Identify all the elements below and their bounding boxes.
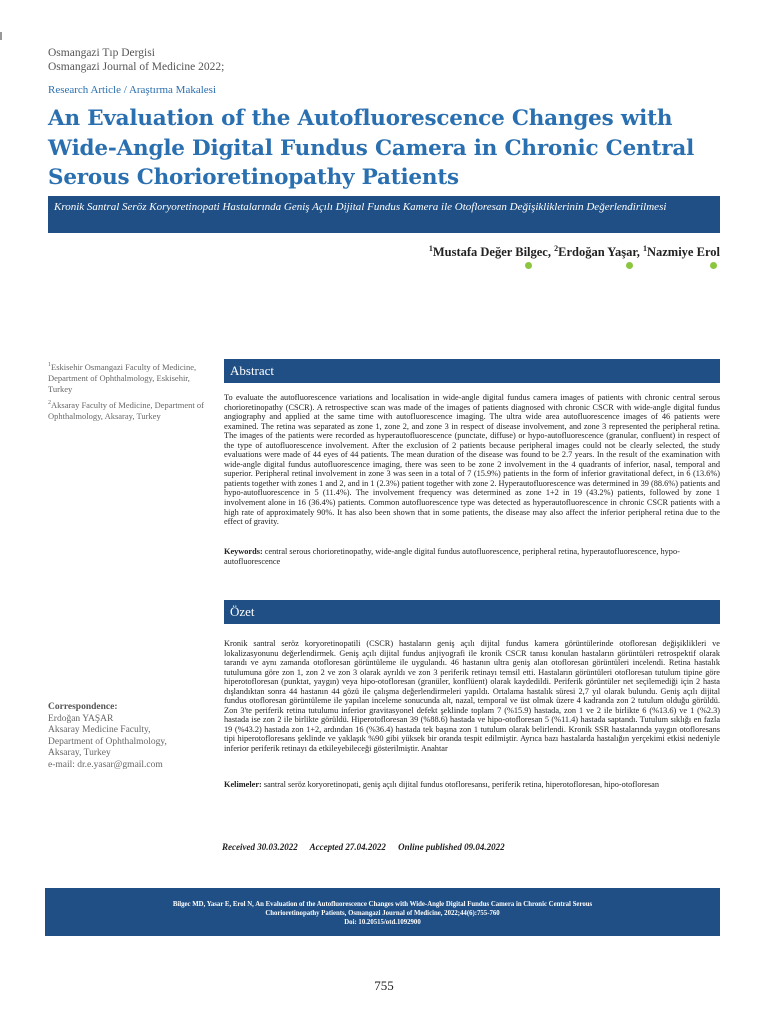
affiliation-sup: 2	[48, 400, 51, 406]
turkish-title: Kronik Santral Seröz Koryoretinopati Hastalarında Geniş Açılı Dijital Fundus Kamera ile Otofloresan Değişikliklerinin Değerlendirilmesi	[54, 201, 667, 213]
abstract-heading: Abstract	[224, 359, 720, 383]
correspondence-label: Correspondence:	[48, 702, 118, 712]
article-type: Research Article / Araştırma Makalesi	[48, 84, 216, 96]
author-name[interactable]: Mustafa Değer Bilgec,	[432, 245, 555, 260]
citation-line: Chorioretinopathy Patients, Osmangazi Journal of Medicine, 2022;44(6):755-760	[265, 910, 500, 917]
kelimeler-text: santral seröz koryoretinopati, geniş açılı dijital fundus otofloresansı, periferik retina, hiperotofloresan, hipo-otofloresan	[261, 780, 659, 789]
correspondence-block	[48, 702, 218, 771]
journal-name-en: Osmangazi Journal of Medicine 2022;	[48, 61, 225, 73]
orcid-icon[interactable]	[710, 262, 717, 269]
received-date: Received 30.03.2022	[222, 842, 298, 852]
affiliation-sup: 1	[48, 362, 51, 368]
affiliation-1	[48, 360, 213, 395]
correspondence-line: Aksaray Medicine Faculty,	[48, 725, 151, 735]
ozet-keywords	[224, 780, 720, 790]
correspondence-line: Aksaray, Turkey	[48, 748, 111, 758]
citation-doi[interactable]: Doi: 10.20515/otd.1092900	[344, 919, 421, 926]
keywords-text: central serous chorioretinopathy, wide-angle digital fundus autofluorescence, peripheral retina, hyperautofluorescence, hypo-autofluorescence	[224, 547, 680, 566]
orcid-icon[interactable]	[525, 262, 532, 269]
author-name[interactable]: Nazmiye Erol	[646, 245, 720, 260]
publication-dates	[222, 842, 515, 852]
accepted-date: Accepted 27.04.2022	[309, 842, 386, 852]
affiliation-text: Aksaray Faculty of Medicine, Department of Ophthalmology, Aksaray, Turkey	[48, 399, 204, 421]
abstract-text: To evaluate the autofluorescence variations and localisation in wide-angle digital fundus camera images of patients with chronic central serous chorioretinopathy (CSCR). A retrospective scan was made of the images of patients diagnosed with chronic CSCR with wide-angle digital fundus angiography and applied at the same time with autofluorescence imaging. The ultra wide area autofluorescence images of 46 patients were examined. The retina was separated as zone 1, zone 2, and zone 3 in respect of disease involvement, and zone 3 represented the peripheral retina. The images of the patients were recorded as hyperautofluorescence (punctate, diffuse) or hypo-autofluorescence (granular, confluent) in respect of the type of autofluorescence involvement. After the exclusion of 2 patients because peripheral images could not be clearly selected, the study evaluations were made of 44 eyes of 44 patients. The mean duration of the disease was found to be 2.7 years. In the result of the examination with wide-angle digital fundus autofluorescence imaging, there was seen to be zone 2 involvement in the 4 quadrants of inferior, nasal, temporal and superior. Peripheral retinal involvement in zone 3 was seen in a total of 7 (15.9%) patients in the form of inferior gravitational defect, in 6 (13.6%) patients together with zones 1 and 2, and in 1 (2.3%) patient together with zone 2. Hyperautofluorescence was determined in 39 (88.6%) patients and hypo-autofluorescence in 5 (11.4%). The involvement frequency was determined as zone 1+2 in 19 (43.2%) patients, followed by zone 1 involvement alone in 16 (36.4%) patients. Common autofluorescence type was detected as hyperautofluorescence in chronic CSCR patients with a high rate of approximately 90%. It has also been shown that in some patients, the disease may also affect the inferior peripheral retina due to the effect of gravity.	[224, 393, 720, 527]
citation-box	[45, 888, 720, 936]
author-list	[429, 244, 720, 260]
page-number: 755	[374, 978, 394, 993]
correspondence-name: Erdoğan YAŞAR	[48, 713, 114, 724]
kelimeler-label: Kelimeler:	[224, 780, 262, 789]
turkish-title-banner	[48, 196, 720, 233]
author-sup: 1	[642, 244, 647, 253]
abstract-keywords	[224, 547, 720, 567]
citation-line: Bilgec MD, Yasar E, Erol N, An Evaluation of the Autofluorescence Changes with Wide-Angle Digital Fundus Camera in Chronic Central Serous	[172, 901, 593, 908]
published-date: Online published 09.04.2022	[398, 842, 505, 852]
correspondence-email[interactable]: e-mail: dr.e.yasar@gmail.com	[48, 759, 163, 770]
edge-mark	[0, 32, 2, 40]
author-sup: 1	[428, 244, 433, 253]
ozet-heading: Özet	[224, 600, 720, 624]
journal-header	[48, 46, 224, 74]
affiliation-text: Eskisehir Osmangazi Faculty of Medicine, Department of Ophthalmology, Eskisehir, Turkey	[48, 361, 197, 394]
ozet-text: Kronik santral seröz koryoretinopatili (CSCR) hastaların geniş açılı dijital fundus kamera görüntülerinde otofloresan değişiklikleri ve lokalizasyonunu değerlendirmek. Geniş açılı dijital fundus anjiyografi ile kronik CSCR tanısı konulan hastaların görüntüleri retrospektif olarak tarandı ve aynı zamanda otofloresan görüntüleme ile uygulandı. 46 hastanın ultra geniş alan otofloresan görüntüleri incelendi. Retina hastalık tutulumuna göre zon 1, zon 2 ve zon 3 olarak ayrıldı ve zon 3 periferik retinayı temsil etti. Hastaların görüntüleri otofloresan tutulum tipine göre hiperotofloresan (punktat, yaygın) veya hipo-otofloresan (granüler, konflüent) olarak kaydedildi. Periferik görüntüler net seçilemediği için 2 hasta dışlandıktan sonra 44 hastanın 44 gözü ile çalışma değerlendirmeleri yapıldı. Ortalama hastalık süresi 2,7 yıl olarak bulundu. Geniş açılı dijital fundus otofloresan görüntüleme ile yapılan inceleme sonucunda alt, nazal, temporal ve üst olmak üzere 4 kadranda zon 2 tutulum olduğu görüldü. Zon 3'te periferik retina tutulumu inferior gravitasyonel defekt şeklinde toplam 7 (%15.9) hastada, zon 1 ve 2 ile birlikte 6 (%13.6) ve 1 (%2.3) hastada ise zon 2 ile birlikte görüldü. Hiperotofloresan 39 (%88.6) hastada ve hipo-otofloresan 5 (%11.4) hastada saptandı. Tutulum sıklığı en fazla 19 (%43.2) hastada zon 1+2, ardından 16 (%36.4) hastada tek başına zon 1 tutulum olarak belirlendi. Kronik SSR hastalarında yaygın otofloresans tipi hiperotofloresans şeklinde ve yaklaşık %90 gibi yüksek bir oranda tespit edilmiştir. Ayrıca bazı hastalarda hastalığın yerçekimi etkisi nedeniyle inferior periferik retinayı da etkileyebileceği gösterilmiştir. Anahtar	[224, 639, 720, 754]
affiliation-2	[48, 398, 213, 422]
article-title: An Evaluation of the Autofluorescence Changes with Wide-Angle Digital Fundus Camera in Chronic Central Serous Chorioretinopathy Patients	[48, 106, 695, 190]
orcid-icon[interactable]	[626, 262, 633, 269]
journal-name-tr: Osmangazi Tıp Dergisi	[48, 47, 155, 59]
author-sup: 2	[554, 244, 559, 253]
author-name[interactable]: Erdoğan Yaşar,	[558, 245, 643, 260]
keywords-label: Keywords:	[224, 547, 263, 556]
correspondence-line: Department of Ophthalmology,	[48, 736, 167, 747]
